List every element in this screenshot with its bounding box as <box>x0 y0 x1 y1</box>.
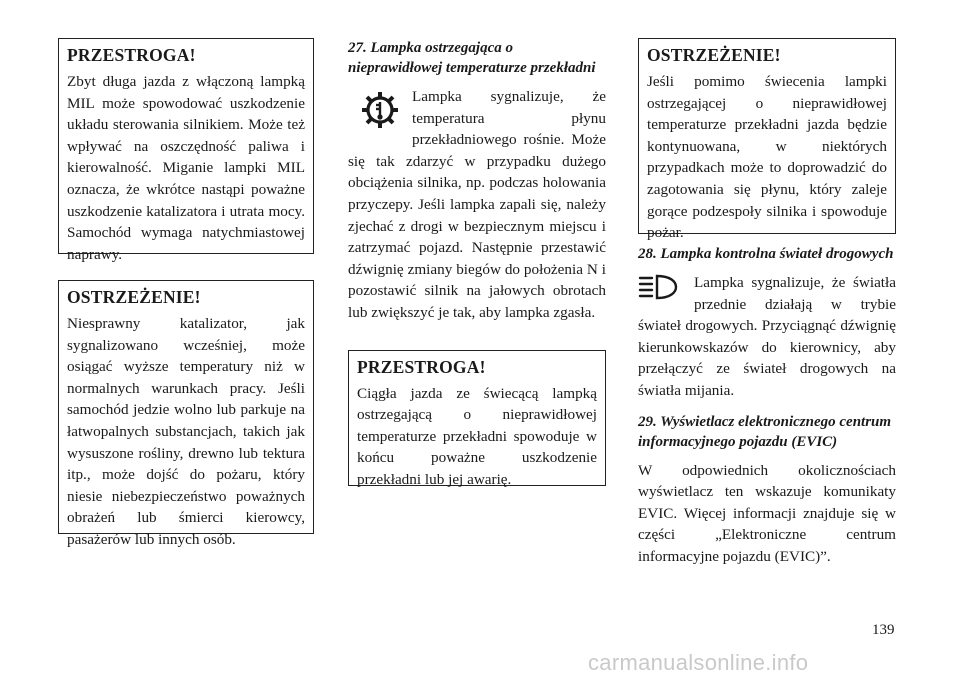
caution-box <box>58 38 314 263</box>
caution-title: PRZESTROGA! <box>67 45 196 65</box>
right-column <box>638 38 896 568</box>
section-28-body <box>638 272 896 402</box>
warning-title: OSTRZEŻENIE! <box>67 287 201 307</box>
caution-text: Zbyt długa jazda z włączoną lampką MIL może spowodować uszkodzenie układu sterowania silnikiem. Może też wpływać na oszczędność paliwa i kierowalność. Miganie lampki MIL oznacza, że wkrótce nastąpi poważne uszkodzenie katalizatora i utrata mocy. Samochód wymaga natychmiastowej naprawy. <box>67 73 305 263</box>
section-29-text: W odpowiednich okolicznościach wyświetlacz ten wskazuje komunikaty EVIC. Więcej informacji znajduje się w części „Elektroniczne centrum informacyjne pojazdu (EVIC)”. <box>638 461 896 565</box>
warning-box <box>638 38 896 242</box>
warning-text: Niesprawny katalizator, jak sygnalizowano wcześniej, może osiągać wyższe temperatury niż w normalnych warunkach pracy. Jeśli samochód jedzie wolno lub parkuje na łatwopalnych substancjach, takich jak wysuszone rośliny, drewno lub tektura itp., może dojść do pożaru, który niesie niebezpieczeństwo poważnych obrażeń lub śmierci kierowcy, pasażerów lub innych osób. <box>67 315 305 548</box>
transmission-temperature-icon <box>360 90 400 130</box>
section-28-heading: 28. Lampka kontrolna świateł drogowych <box>638 246 894 262</box>
page-number: 139 <box>872 622 895 638</box>
watermark: carmanualsonline.info <box>588 650 809 675</box>
middle-column <box>348 38 606 486</box>
warning-title: OSTRZEŻENIE! <box>647 45 781 65</box>
caution-text: Ciągła jazda ze świecącą lampką ostrzegającą o nieprawidłowej temperaturze przekładni spowoduje w końcu poważne uszkodzenie przekładni lub jej awarię. <box>357 384 597 488</box>
section-28-text: Lampka sygnalizuje, że światła przednie działają w trybie świateł drogowych. Przyciągnąć dźwignię kierunkowskazów do kierownicy, aby przełączyć ze świateł drogowych na światła mijania. <box>638 274 896 399</box>
section-27-body <box>348 86 606 324</box>
caution-box <box>348 350 606 486</box>
left-column <box>58 38 314 548</box>
section-27-text: Lampka sygnalizuje, że temperatura płynu przekładniowego rośnie. Może się tak zdarzyć w przypadku dużego obciążenia silnika, np. podczas holowania przyczepy. Jeśli lampka zapali się, należy zjechać z drogi w bezpiecznym miejscu i zatrzymać pojazd. Następnie przestawić dźwignię zmiany biegów do położenia N i pozostawić silnik na jałowych obrotach lub zwiększyć je tak, aby lampka zgasła. <box>348 88 606 321</box>
caution-title: PRZESTROGA! <box>357 356 486 377</box>
warning-box <box>58 280 314 548</box>
warning-text: Jeśli pomimo świecenia lampki ostrzegającej o nieprawidłowej temperaturze przekładni jazda będzie kontynuowana, w niektórych przypadkach może to doprowadzić do zagotowania się płynu, który zaleje gorące podzespoły silnika i spowoduje pożar. <box>647 73 887 242</box>
section-29-heading: 29. Wyświetlacz elektronicznego centrum informacyjnego pojazdu (EVIC) <box>638 413 892 450</box>
section-27-heading: 27. Lampka ostrzegająca o nieprawidłowej temperaturze przekładni <box>348 40 596 76</box>
high-beam-icon <box>638 274 678 300</box>
